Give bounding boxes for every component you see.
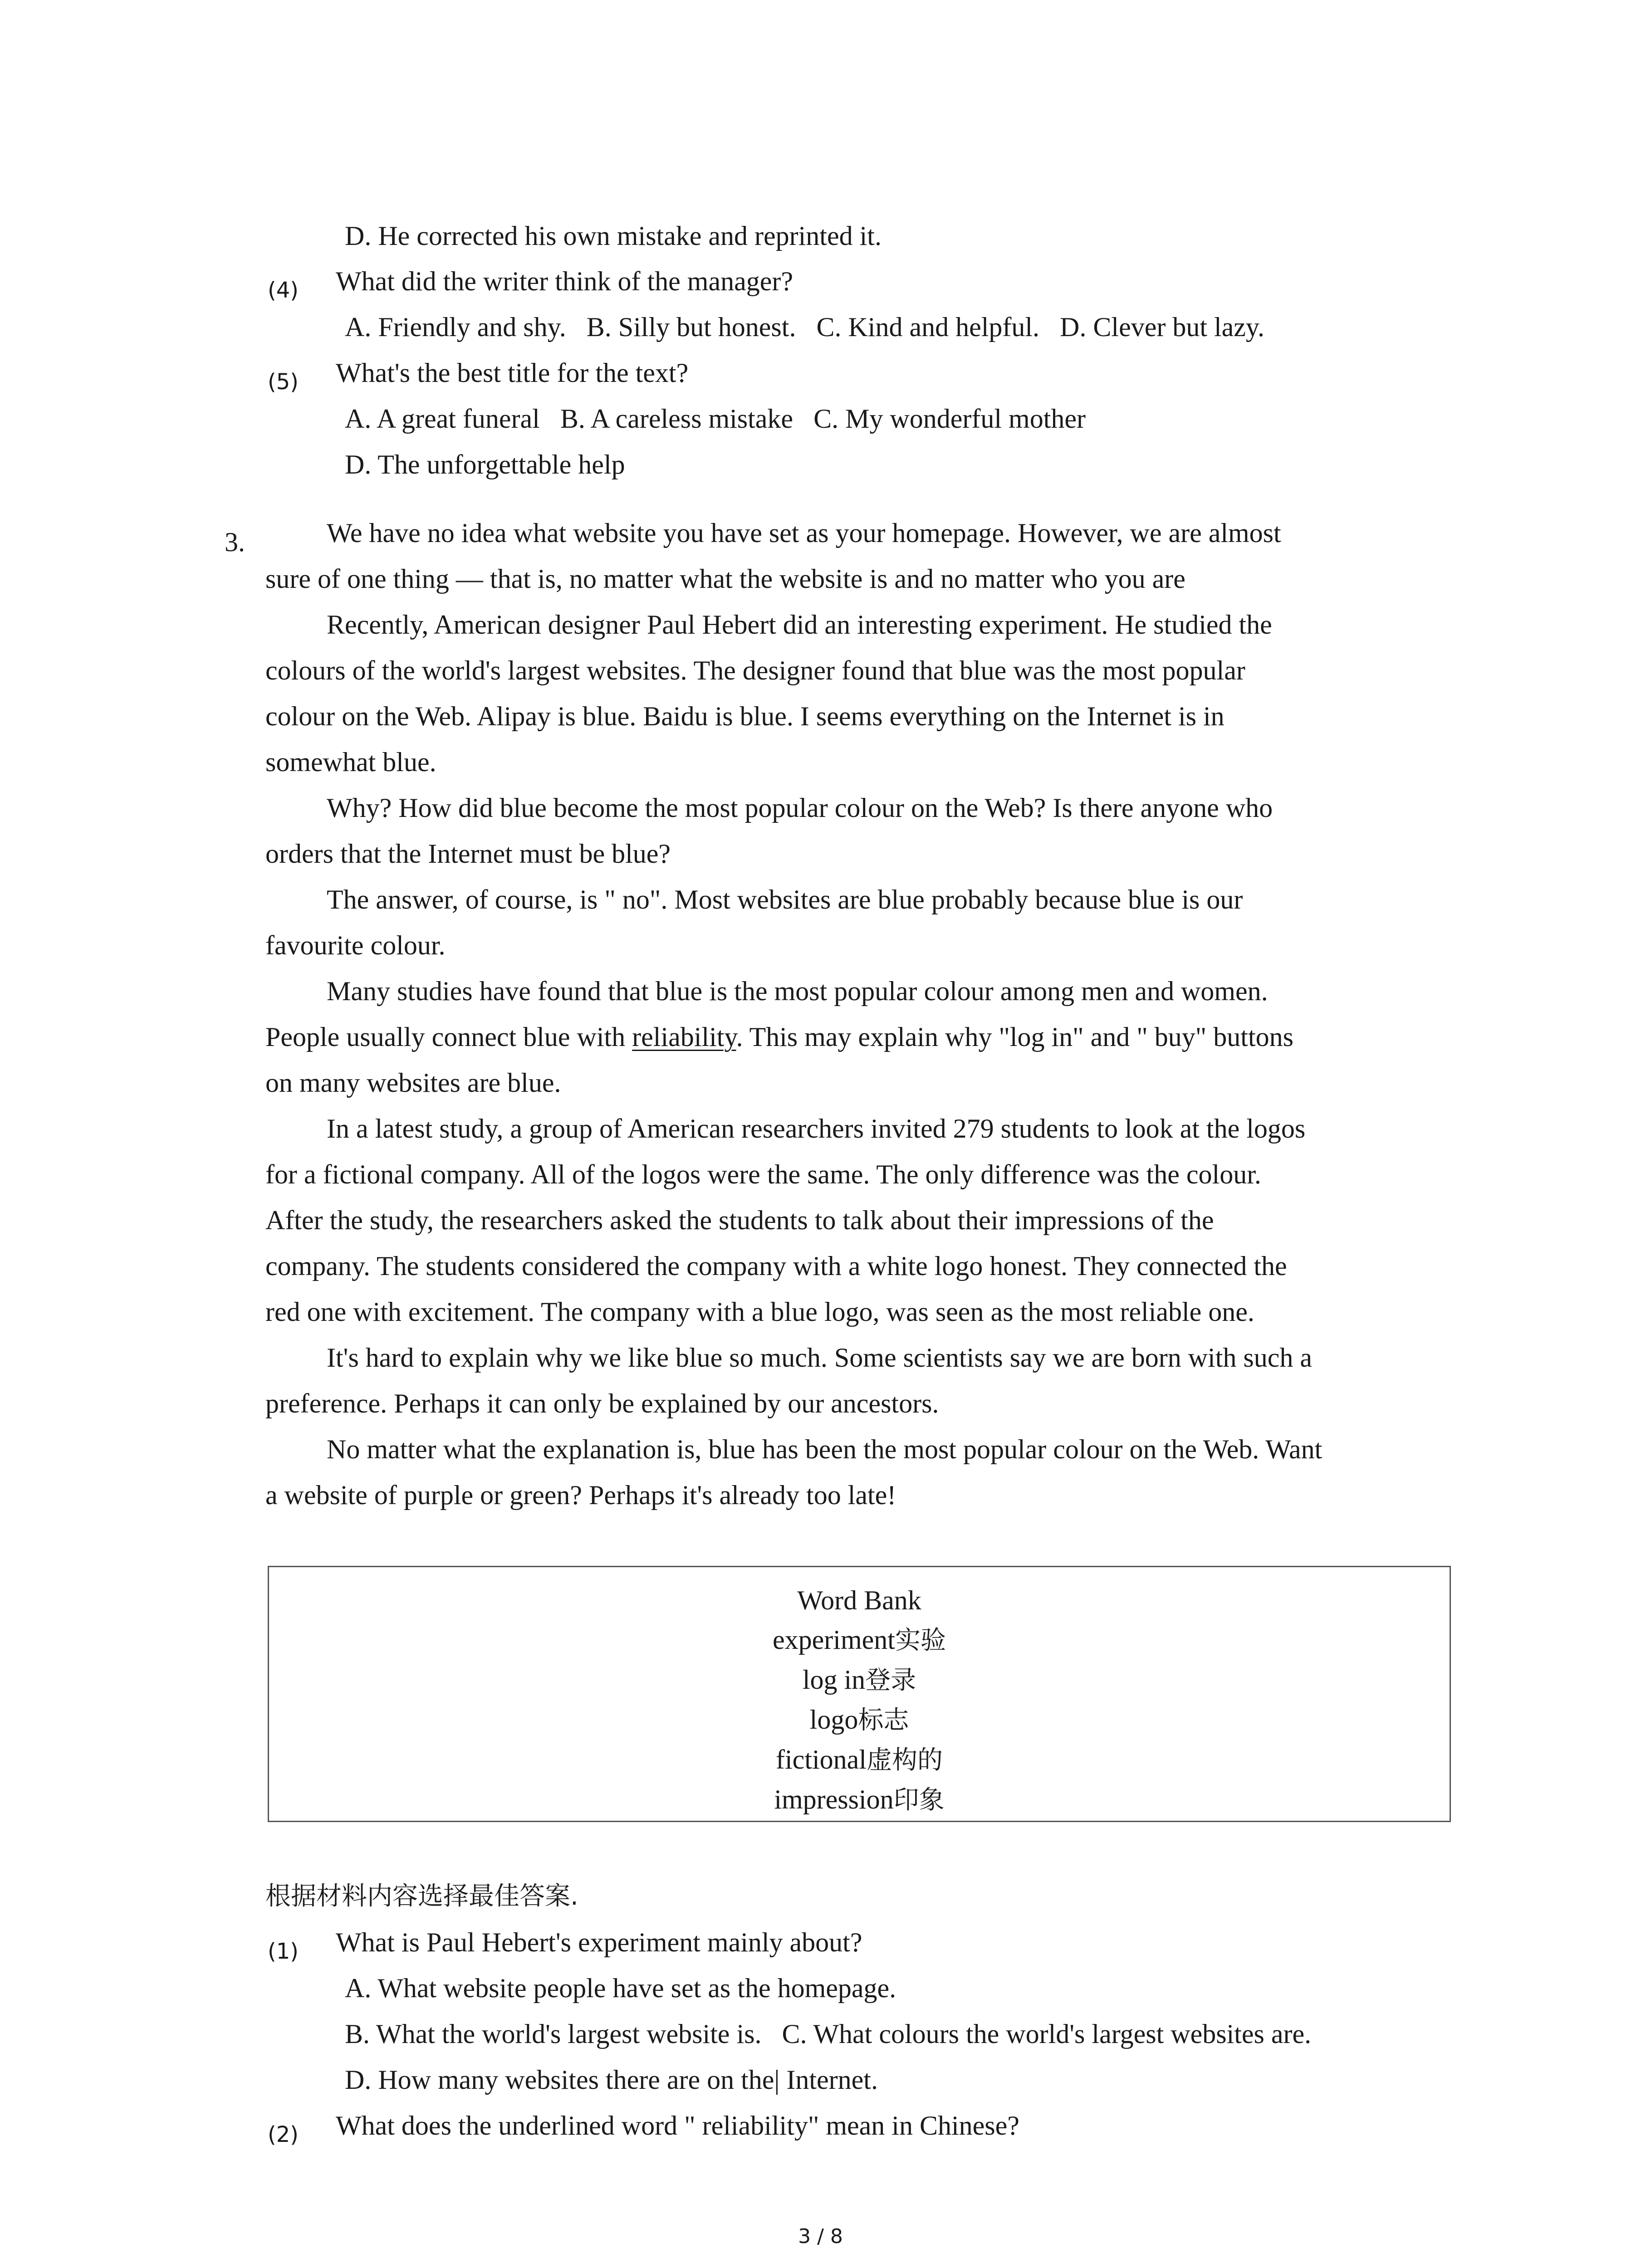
word-bank-box (268, 1566, 1451, 1822)
q5-options-abc: A. A great funeral B. A careless mistake C. My wonderful mother (345, 404, 1086, 434)
passage-line-suffix: . This may explain why "log in" and " buy" buttons (736, 1022, 1293, 1052)
passage-line: It's hard to explain why we like blue so much. Some scientists say we are born with such a (327, 1343, 1313, 1373)
passage-line: Many studies have found that blue is the most popular colour among men and women. (327, 976, 1268, 1006)
word-bank-entry: fictional虚构的 (776, 1745, 943, 1775)
passage-line-with-underline (265, 1014, 1293, 1060)
passage-line: orders that the Internet must be blue? (265, 839, 671, 869)
passage-line: preference. Perhaps it can only be explained by our ancestors. (265, 1388, 939, 1418)
passage-line: for a fictional company. All of the logos were the same. The only difference was the colour. (265, 1159, 1261, 1189)
q4-text: What did the writer think of the manager? (336, 266, 793, 296)
passage-line: Recently, American designer Paul Hebert did an interesting experiment. He studied the (327, 610, 1272, 640)
word-bank-title: Word Bank (797, 1585, 921, 1615)
passage-line: After the study, the researchers asked the students to talk about their impressions of the (265, 1205, 1214, 1235)
word-bank-entry: impression印象 (774, 1784, 945, 1815)
passage-line: sure of one thing — that is, no matter what the website is and no matter who you are (265, 564, 1185, 594)
q4-options: A. Friendly and shy. B. Silly but honest. C. Kind and helpful. D. Clever but lazy. (345, 312, 1265, 342)
q3-option-d: D. He corrected his own mistake and reprinted it. (345, 221, 882, 251)
q5-text: What's the best title for the text? (336, 358, 689, 388)
q4-number: (4) (268, 278, 299, 303)
page-number: 3 / 8 (798, 2225, 843, 2248)
passage-line: somewhat blue. (265, 747, 436, 777)
q1-number: (1) (268, 1939, 299, 1964)
passage-line: The answer, of course, is " no". Most websites are blue probably because blue is our (327, 885, 1243, 914)
passage-line: company. The students considered the company with a white logo honest. They connected the (265, 1251, 1287, 1281)
passage-line: colours of the world's largest websites. The designer found that blue was the most popular (265, 655, 1245, 685)
word-bank-entry: experiment实验 (773, 1625, 946, 1655)
passage-line: Why? How did blue become the most popular colour on the Web? Is there anyone who (327, 793, 1273, 823)
word-bank-entry: log in登录 (802, 1665, 916, 1695)
q5-number: (5) (268, 369, 299, 395)
underlined-word-reliability: reliability (632, 1022, 736, 1052)
q2-number: (2) (268, 2122, 299, 2147)
passage-line: No matter what the explanation is, blue has been the most popular colour on the Web. Want (327, 1434, 1323, 1464)
q5-option-d: D. The unforgettable help (345, 450, 625, 479)
passage-line: a website of purple or green? Perhaps it's already too late! (265, 1480, 896, 1510)
q1-option-d: D. How many websites there are on the| Internet. (345, 2065, 878, 2095)
q1-option-bc: B. What the world's largest website is. C. What colours the world's largest websites are. (345, 2019, 1312, 2049)
word-bank-entry: logo标志 (809, 1705, 909, 1735)
passage-number: 3. (225, 527, 245, 557)
q2-text: What does the underlined word " reliability" mean in Chinese? (336, 2111, 1019, 2141)
q1-text: What is Paul Hebert's experiment mainly about? (336, 1927, 862, 1957)
passage-line: favourite colour. (265, 930, 446, 960)
questions-instruction: 根据材料内容选择最佳答案. (265, 1882, 578, 1911)
passage-line-prefix: People usually connect blue with (265, 1022, 632, 1052)
passage-line: colour on the Web. Alipay is blue. Baidu is blue. I seems everything on the Internet is in (265, 701, 1225, 731)
passage-line: on many websites are blue. (265, 1068, 561, 1098)
passage-line: We have no idea what website you have set as your homepage. However, we are almost (327, 518, 1281, 548)
passage-line: In a latest study, a group of American researchers invited 279 students to look at the logos (327, 1114, 1306, 1144)
passage-line: red one with excitement. The company with a blue logo, was seen as the most reliable one. (265, 1297, 1254, 1327)
q1-option-a: A. What website people have set as the homepage. (345, 1973, 896, 2003)
